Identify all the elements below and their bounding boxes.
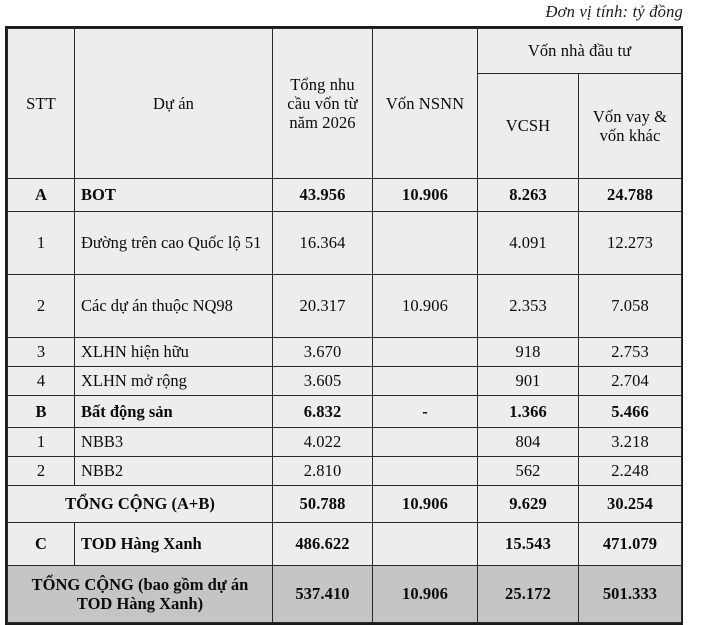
table-header [8, 29, 682, 179]
table-row [8, 212, 682, 275]
cell-total: 20.317 [273, 275, 373, 338]
table-row [8, 457, 682, 486]
cell-nsnn [373, 428, 478, 457]
cell-project: TOD Hàng Xanh [75, 523, 273, 566]
header-state-budget: Vốn NSNN [373, 29, 478, 179]
header-investor-capital: Vốn nhà đầu tư [478, 29, 682, 74]
cell-stt: A [8, 179, 75, 212]
header-loan-other: Vốn vay & vốn khác [579, 74, 682, 179]
cell-stt: 1 [8, 428, 75, 457]
cell-loan: 24.788 [579, 179, 682, 212]
cell-nsnn [373, 338, 478, 367]
cell-project: Các dự án thuộc NQ98 [75, 275, 273, 338]
cell-nsnn [373, 523, 478, 566]
financial-table-container [5, 26, 683, 625]
cell-project: XLHN hiện hữu [75, 338, 273, 367]
cell-project: Bất động sản [75, 396, 273, 428]
grand-total-row [8, 566, 682, 623]
header-total-demand: Tổng nhu cầu vốn từ năm 2026 [273, 29, 373, 179]
header-project: Dự án [75, 29, 273, 179]
cell-nsnn [373, 367, 478, 396]
cell-vcsh: 15.543 [478, 523, 579, 566]
cell-loan: 7.058 [579, 275, 682, 338]
cell-vcsh: 562 [478, 457, 579, 486]
cell-vcsh: 8.263 [478, 179, 579, 212]
cell-vcsh: 918 [478, 338, 579, 367]
cell-stt: 1 [8, 212, 75, 275]
grand-total-vcsh: 25.172 [478, 566, 579, 623]
cell-total: 43.956 [273, 179, 373, 212]
cell-loan: 2.248 [579, 457, 682, 486]
financial-table [7, 28, 682, 623]
table-row [8, 338, 682, 367]
cell-total: 16.364 [273, 212, 373, 275]
cell-vcsh: 4.091 [478, 212, 579, 275]
cell-nsnn: 10.906 [373, 179, 478, 212]
cell-project: NBB3 [75, 428, 273, 457]
header-stt: STT [8, 29, 75, 179]
cell-stt: C [8, 523, 75, 566]
cell-loan: 471.079 [579, 523, 682, 566]
cell-loan: 3.218 [579, 428, 682, 457]
table-row [8, 428, 682, 457]
subtotal-nsnn: 10.906 [373, 486, 478, 523]
cell-nsnn: - [373, 396, 478, 428]
grand-total-total: 537.410 [273, 566, 373, 623]
cell-stt: B [8, 396, 75, 428]
cell-project: XLHN mở rộng [75, 367, 273, 396]
subtotal-label: TỔNG CỘNG (A+B) [8, 486, 273, 523]
cell-nsnn: 10.906 [373, 275, 478, 338]
table-row [8, 275, 682, 338]
table-row [8, 367, 682, 396]
cell-total: 6.832 [273, 396, 373, 428]
subtotal-total: 50.788 [273, 486, 373, 523]
table-row [8, 396, 682, 428]
table-row [8, 523, 682, 566]
cell-project: BOT [75, 179, 273, 212]
cell-total: 486.622 [273, 523, 373, 566]
subtotal-row [8, 486, 682, 523]
cell-vcsh: 2.353 [478, 275, 579, 338]
cell-total: 2.810 [273, 457, 373, 486]
table-body [8, 179, 682, 623]
cell-loan: 5.466 [579, 396, 682, 428]
cell-nsnn [373, 457, 478, 486]
cell-project: Đường trên cao Quốc lộ 51 [75, 212, 273, 275]
cell-total: 3.670 [273, 338, 373, 367]
grand-total-label: TỔNG CỘNG (bao gồm dự án TOD Hàng Xanh) [8, 566, 273, 623]
cell-stt: 3 [8, 338, 75, 367]
cell-loan: 2.753 [579, 338, 682, 367]
cell-loan: 12.273 [579, 212, 682, 275]
cell-total: 3.605 [273, 367, 373, 396]
grand-total-nsnn: 10.906 [373, 566, 478, 623]
cell-stt: 2 [8, 457, 75, 486]
table-row [8, 179, 682, 212]
cell-loan: 2.704 [579, 367, 682, 396]
cell-nsnn [373, 212, 478, 275]
grand-total-loan: 501.333 [579, 566, 682, 623]
cell-stt: 2 [8, 275, 75, 338]
header-row-1 [8, 29, 682, 74]
cell-project: NBB2 [75, 457, 273, 486]
unit-caption: Đơn vị tính: tỷ đồng [545, 2, 683, 21]
cell-vcsh: 1.366 [478, 396, 579, 428]
header-equity: VCSH [478, 74, 579, 179]
cell-vcsh: 804 [478, 428, 579, 457]
cell-stt: 4 [8, 367, 75, 396]
cell-vcsh: 901 [478, 367, 579, 396]
cell-total: 4.022 [273, 428, 373, 457]
subtotal-vcsh: 9.629 [478, 486, 579, 523]
subtotal-loan: 30.254 [579, 486, 682, 523]
